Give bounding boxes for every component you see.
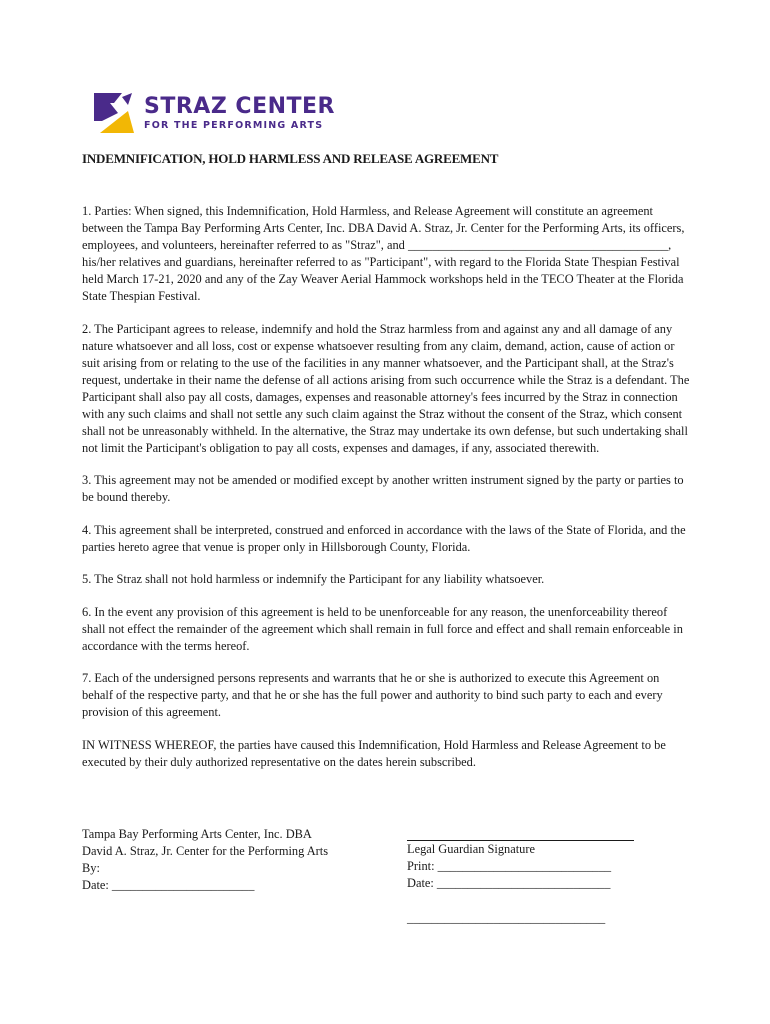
guardian-print-field[interactable]: Print: ____________________________ — [407, 859, 612, 873]
straz-center-logo — [92, 91, 335, 135]
paragraph-parties: 1. Parties: When signed, this Indemnification, Hold Harmless, and Release Agreement will constitute an agreement between the Tampa Bay Performing Arts Center, Inc. DBA David A. Straz, Jr. Center for the Performing Arts, its officers, employees, and volunteers, hereinafter referred to as "Straz", and __________________________________________, his/her relatives and guardians, hereinafter referred to as "Participant", with regard to the Florida State Thespian Festival held March 17-21, 2020 and any of the Zay Weaver Aerial Hammock workshops held in the TECO Theater at the Florida State Thespian Festival. — [82, 204, 685, 303]
straz-date-field[interactable]: Date: _______________________ — [82, 878, 255, 892]
agreement-body — [82, 203, 692, 786]
straz-entity-line-1: Tampa Bay Performing Arts Center, Inc. DBA — [82, 827, 312, 841]
guardian-date-field[interactable]: Date: ____________________________ — [407, 876, 611, 890]
document-title: INDEMNIFICATION, HOLD HARMLESS AND RELEASE AGREEMENT — [82, 151, 499, 166]
logo-sub-text: FOR THE PERFORMING ARTS — [144, 119, 324, 131]
paragraph-severability: 6. In the event any provision of this agreement is held to be unenforceable for any reason, the unenforceability thereof shall not effect the remainder of the agreement which shall remain in full force and effect and shall remain enforceable in accordance with the terms hereof. — [82, 604, 683, 653]
paragraph-witness: IN WITNESS WHEREOF, the parties have caused this Indemnification, Hold Harmless and Release Agreement to be executed by their duly authorized representative on the dates herein subscribed. — [82, 737, 666, 769]
paragraph-amendment: 3. This agreement may not be amended or modified except by another written instrument signed by the party or parties to be bound thereby. — [82, 473, 684, 504]
straz-logo-mark-icon — [92, 91, 136, 135]
guardian-signature-label: Legal Guardian Signature — [407, 842, 535, 856]
paragraph-authority: 7. Each of the undersigned persons represents and warrants that he or she is authorized to execute this Agreement on behalf of the respective party, and that he or she has the full power and authority to bind such party to each and every provision of this agreement. — [82, 671, 663, 719]
paragraph-release: 2. The Participant agrees to release, indemnify and hold the Straz harmless from and against any and all damage of any nature whatsoever and all loss, cost or expense whatsoever resulting from any claim, demand, action, cause of action or suit arising from or relating to the use of the facilities in any manner whatsoever, and the Participant shall, at the Straz's request, undertake in their name the defense of all actions arising from such occurrence while the Straz is a defendant. The Participant shall also pay all costs, damages, expenses and reasonable attorney's fees incurred by the Straz in connection with any such claims and shall not settle any such claim against the Straz without the consent of the Straz, which consent shall not be unreasonably withheld. In the alternative, the Straz may undertake its own defense, but such undertaking shall not limit the Participant's obligation to pay all costs, expenses and damages, if any, associated therewith. — [82, 321, 690, 455]
paragraph-governing-law: 4. This agreement shall be interpreted, construed and enforced in accordance with the laws of the State of Florida, and the parties hereto agree that venue is proper only in Hillsborough County, Florida. — [82, 522, 686, 554]
straz-by-field[interactable]: By: — [82, 861, 100, 875]
signature-block-straz — [82, 826, 328, 894]
signature-block-guardian — [407, 826, 634, 892]
straz-entity-line-2: David A. Straz, Jr. Center for the Performing Arts — [82, 844, 329, 858]
additional-signature-line[interactable]: ________________________________ — [407, 911, 606, 925]
logo-main-text: STRAZ CENTER — [144, 93, 335, 119]
paragraph-no-indemnity: 5. The Straz shall not hold harmless or indemnify the Participant for any liability whatsoever. — [82, 572, 545, 586]
